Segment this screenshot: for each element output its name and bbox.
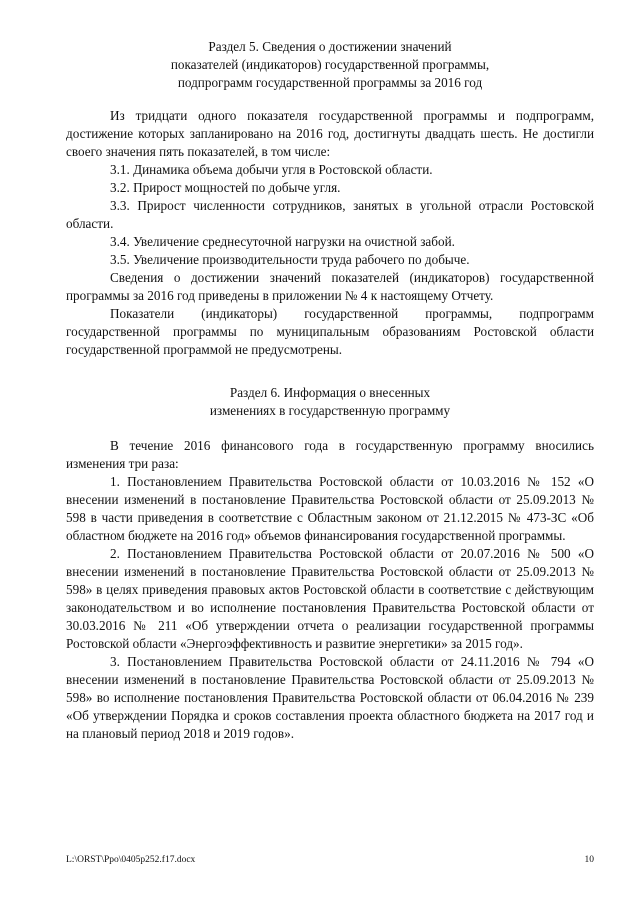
list-item: 3. Постановлением Правительства Ростовской области от 24.11.2016 № 794 «О внесении изменений в постановление Правительства Ростовской области от 25.09.2013 № 598» во исполнение постановления Правительства Ростовской области от 06.04.2016 № 239 «Об утверждении Порядка и сроков составления проекта областного бюджета на 2017 год и на плановый период 2018 и 2019 годов». (66, 654, 594, 741)
section6-heading (66, 384, 594, 420)
section6-title-line: Раздел 6. Информация о внесенных (229, 385, 431, 400)
section5-title-line: Раздел 5. Сведения о достижении значений (208, 39, 452, 54)
paragraph: Из тридцати одного показателя государственной программы и подпрограмм, достижение которых запланировано на 2016 год, достигнуты двадцать шесть. Не достигли своего значения пять показателей, в том числе: (66, 108, 594, 159)
list-item: 3.2. Прирост мощностей по добыче угля. (110, 180, 341, 195)
section5-heading (66, 38, 594, 92)
footer-file-path: L:\ORST\Ppo\0405p252.f17.docx (66, 855, 196, 865)
section6-title-line: изменениях в государственную программу (209, 403, 451, 418)
list-item: 1. Постановлением Правительства Ростовской области от 10.03.2016 № 152 «О внесении изменений в постановление Правительства Ростовской области от 25.09.2013 № 598 в части приведения в соответствие с Областным законом от 21.12.2015 № 473-ЗС «Об областном бюджете на 2016 год» объемов финансирования государственной программы. (66, 474, 594, 543)
paragraph: Сведения о достижении значений показателей (индикаторов) государственной программы за 2016 год приведены в приложении № 4 к настоящему Отчету. (66, 270, 594, 303)
section5-title-line: подпрограмм государственной программы за 2016 год (177, 75, 483, 90)
list-item: 3.3. Прирост численности сотрудников, занятых в угольной отрасли Ростовской области. (66, 198, 594, 231)
list-item: 3.5. Увеличение производительности труда рабочего по добыче. (110, 252, 470, 267)
paragraph: В течение 2016 финансового года в государственную программу вносились изменения три раза: (66, 438, 594, 471)
section5-title-line: показателей (индикаторов) государственной программы, (170, 57, 490, 72)
list-item: 2. Постановлением Правительства Ростовской области от 20.07.2016 № 500 «О внесении изменений в постановление Правительства Ростовской области от 25.09.2013 № 598» в целях приведения правовых актов Ростовской области в соответствие с действующим законодательством и во исполнение постановления Правительства Ростовской области от 30.03.2016 № 211 «Об утверждении отчета о реализации государственной программы Ростовской области «Энергоэффективность и развитие энергетики» за 2015 год». (66, 546, 594, 651)
section6-body (66, 437, 594, 743)
section5-body (66, 107, 594, 359)
list-item: 3.4. Увеличение среднесуточной нагрузки на очистной забой. (110, 234, 455, 249)
paragraph: Показатели (индикаторы) государственной программы, подпрограмм государственной программы по муниципальным образованиям Ростовской области государственной программой не предусмотрены. (66, 306, 594, 357)
page-number: 10 (584, 855, 594, 865)
list-item: 3.1. Динамика объема добычи угля в Ростовской области. (110, 162, 433, 177)
